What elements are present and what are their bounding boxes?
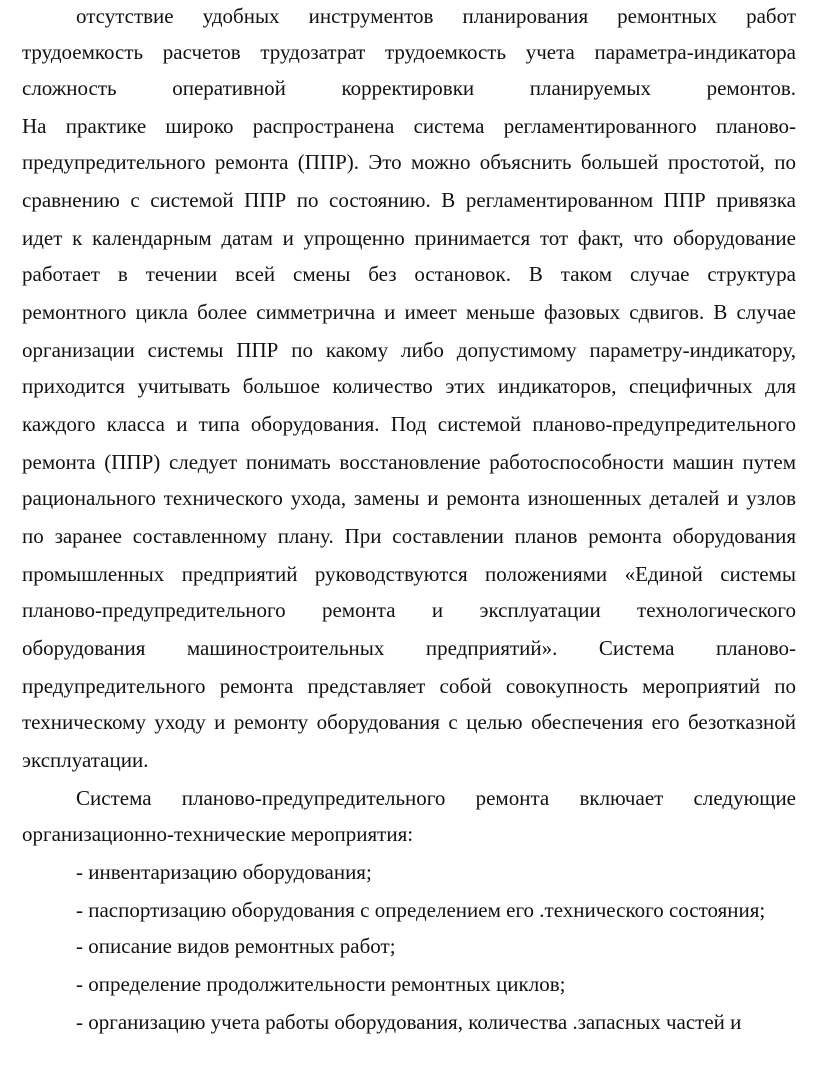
text-line: На практике широко распространена система регламентированного планово- xyxy=(22,114,796,138)
text-line: эксплуатации. xyxy=(22,748,149,772)
text-line: Система планово-предупредительного ремонта включает следующие xyxy=(76,786,796,810)
list-item: - организацию учета работы оборудования, количества .запасных частей и xyxy=(76,1010,742,1034)
text-line: ремонта (ППР) следует понимать восстановление работоспособности машин путем xyxy=(22,450,796,474)
text-line: по заранее составленному плану. При составлении планов ремонта оборудования xyxy=(22,524,796,548)
text-line: организации системы ППР по какому либо допустимому параметру-индикатору, xyxy=(22,338,796,362)
text-line: трудоемкость расчетов трудозатрат трудоемкость учета параметра-индикатора xyxy=(22,40,796,64)
text-line: рационального технического ухода, замены и ремонта изношенных деталей и узлов xyxy=(22,486,796,510)
text-line: работает в течении всей смены без остановок. В таком случае структура xyxy=(22,262,796,286)
text-line: планово-предупредительного ремонта и эксплуатации технологического xyxy=(22,598,796,622)
list-item: - паспортизацию оборудования с определением его .технического состояния; xyxy=(76,898,766,922)
text-line: ремонтного цикла более симметрична и имеет меньше фазовых сдвигов. В случае xyxy=(22,300,796,324)
text-line: промышленных предприятий руководствуются положениями «Единой системы xyxy=(22,562,796,586)
text-line: организационно-технические мероприятия: xyxy=(22,822,414,846)
text-line: каждого класса и типа оборудования. Под системой планово-предупредительного xyxy=(22,412,796,436)
text-line: техническому уходу и ремонту оборудования с целью обеспечения его безотказной xyxy=(22,710,796,734)
text-line: оборудования машиностроительных предприятий». Система планово- xyxy=(22,636,796,660)
list-item: - инвентаризацию оборудования; xyxy=(76,860,372,884)
list-item: - определение продолжительности ремонтных циклов; xyxy=(76,972,566,996)
text-line: сравнению с системой ППР по состоянию. В регламентированном ППР привязка xyxy=(22,188,796,212)
text-line: отсутствие удобных инструментов планирования ремонтных работ xyxy=(76,4,796,28)
text-line: предупредительного ремонта представляет собой совокупность мероприятий по xyxy=(22,674,796,698)
text-line: приходится учитывать большое количество этих индикаторов, специфичных для xyxy=(22,374,796,398)
text-line: сложность оперативной корректировки планируемых ремонтов. xyxy=(22,76,796,100)
text-line: идет к календарным датам и упрощенно принимается тот факт, что оборудование xyxy=(22,226,796,250)
text-line: предупредительного ремонта (ППР). Это можно объяснить большей простотой, по xyxy=(22,150,796,174)
list-item: - описание видов ремонтных работ; xyxy=(76,934,396,958)
